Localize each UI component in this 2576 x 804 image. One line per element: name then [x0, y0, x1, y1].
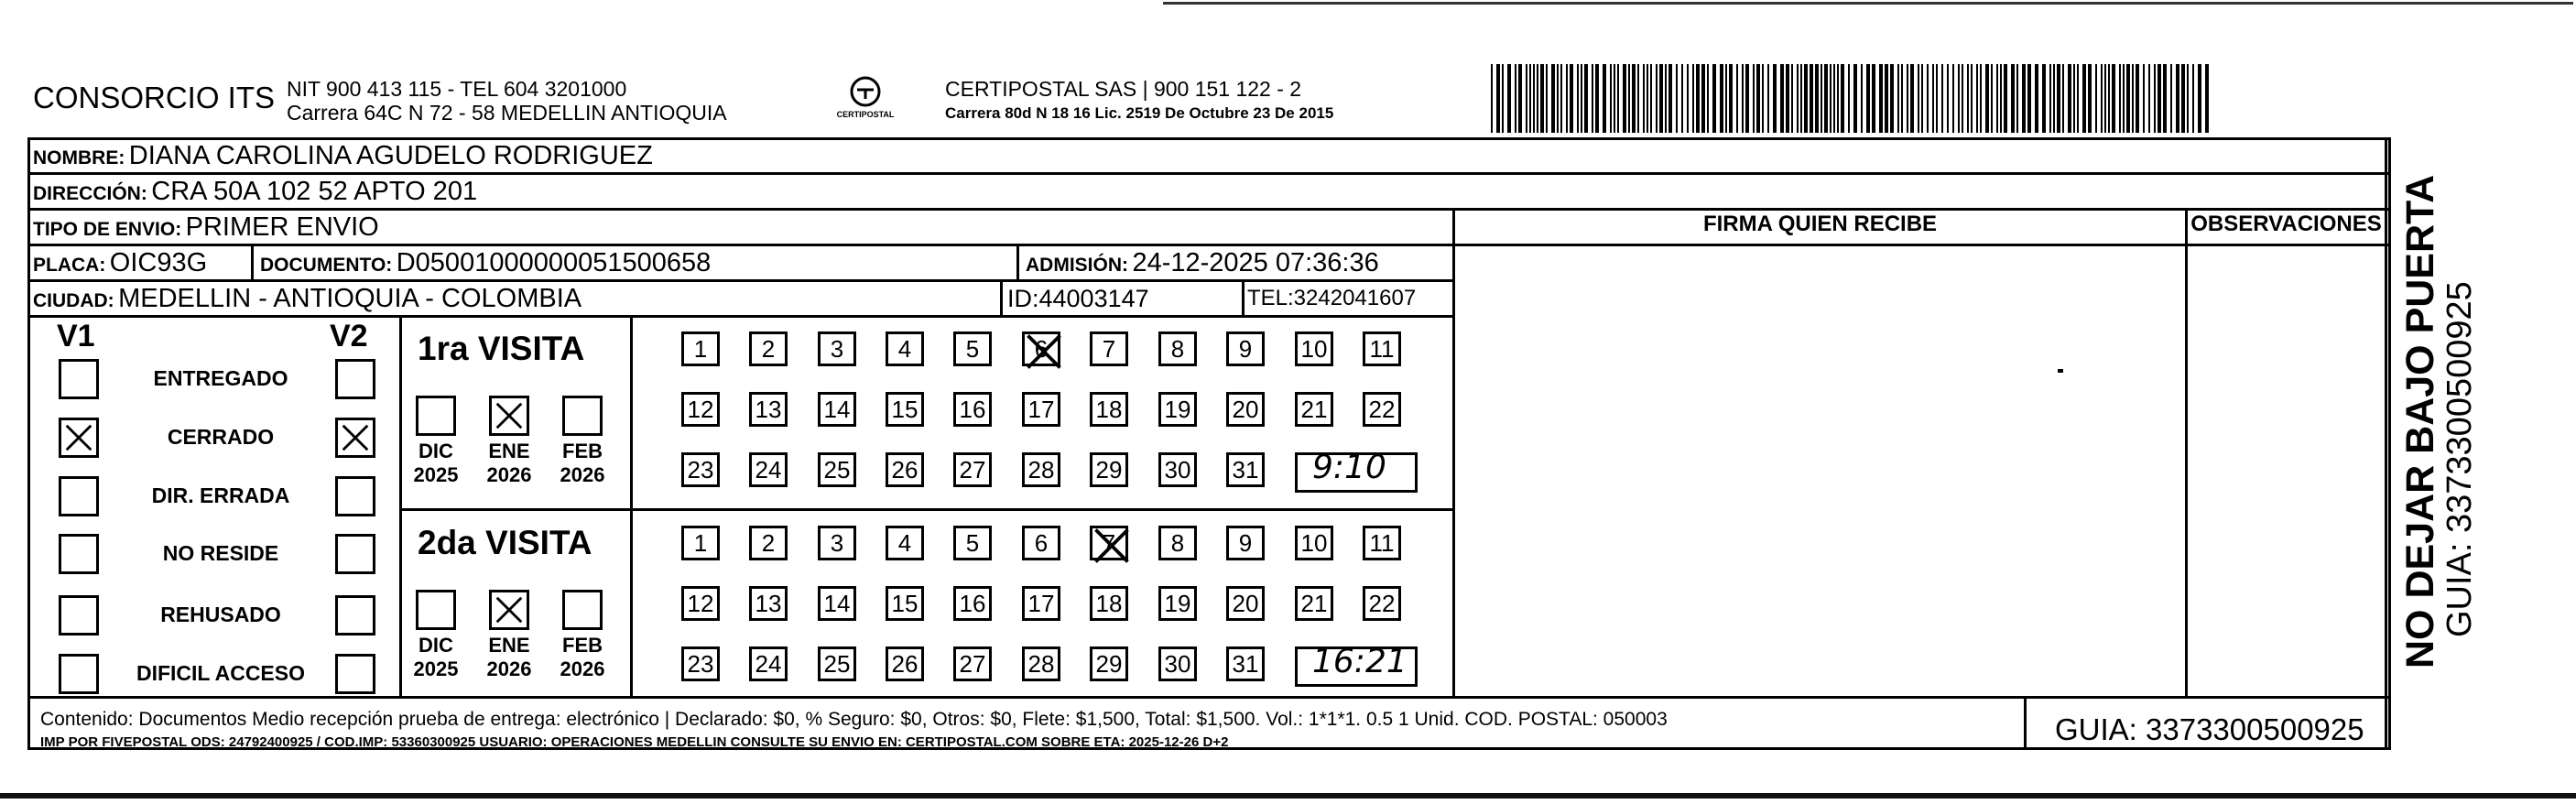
day-box[interactable]: 28 — [1022, 452, 1060, 487]
barcode-bar — [1566, 64, 1568, 133]
barcode-bar — [1821, 64, 1822, 133]
admision-value: 24-12-2025 07:36:36 — [1132, 248, 1379, 277]
direccion-value: CRA 50A 102 52 APTO 201 — [151, 177, 478, 206]
day-box[interactable]: 12 — [681, 586, 720, 621]
visit-month-label — [404, 634, 468, 681]
barcode-bar — [2042, 64, 2046, 133]
firma-header: FIRMA QUIEN RECIBE — [1702, 212, 1938, 236]
barcode-bar — [1962, 64, 1963, 133]
day-box[interactable]: 14 — [818, 392, 856, 427]
day-box[interactable]: 13 — [749, 586, 788, 621]
day-box[interactable]: 26 — [886, 452, 924, 487]
day-box[interactable]: 19 — [1158, 392, 1197, 427]
barcode-bar — [2198, 64, 2201, 133]
barcode-bar — [1861, 64, 1863, 133]
visit-time: 16:21 — [1312, 643, 1408, 680]
day-box[interactable]: 9 — [1226, 526, 1265, 560]
day-box[interactable]: 16 — [953, 392, 992, 427]
day-box[interactable]: 4 — [886, 331, 924, 366]
barcode-bar — [1584, 64, 1588, 133]
v1-checkbox-4[interactable] — [59, 595, 99, 636]
day-box[interactable]: 7 — [1090, 331, 1128, 366]
barcode-bar — [1736, 64, 1738, 133]
bottom-edge-line — [0, 793, 2576, 799]
barcode-bar — [1628, 64, 1630, 133]
month-name: ENE — [488, 440, 530, 462]
footer-guia: GUIA: 3373300500925 — [2055, 712, 2364, 746]
barcode-bar — [2119, 64, 2121, 133]
barcode-bar — [1797, 64, 1799, 133]
day-box[interactable]: 20 — [1226, 392, 1265, 427]
barcode-bar — [1980, 64, 1982, 133]
visit-month-checkbox[interactable] — [562, 590, 603, 630]
v2-header: V2 — [330, 319, 368, 353]
barcode-bar — [1976, 64, 1978, 133]
month-year: 2026 — [560, 657, 605, 680]
barcode-bar — [1967, 64, 1969, 133]
barcode-bar — [1753, 64, 1755, 133]
day-box[interactable]: 24 — [749, 452, 788, 487]
barcode-bar — [2136, 64, 2139, 133]
barcode-bar — [1745, 64, 1749, 133]
barcode-bar — [2035, 64, 2038, 133]
day-box[interactable]: 2 — [749, 331, 788, 366]
barcode-bar — [1897, 64, 1899, 133]
barcode-bar — [1676, 64, 1678, 133]
month-name: DIC — [418, 440, 453, 462]
barcode-bar — [1837, 64, 1839, 133]
barcode-bar — [1681, 64, 1683, 133]
visit-month-checkbox[interactable] — [562, 396, 603, 436]
day-box[interactable]: 10 — [1295, 331, 1333, 366]
barcode-bar — [1890, 64, 1894, 133]
day-box[interactable]: 5 — [953, 331, 992, 366]
status-label: DIFICIL ACCESO — [136, 661, 305, 685]
barcode-bar — [1518, 64, 1522, 133]
month-name: ENE — [488, 634, 530, 657]
month-year: 2026 — [560, 463, 605, 486]
barcode-bar — [1540, 64, 1544, 133]
documento-value: D05001000000051500658 — [396, 248, 712, 277]
barcode-bar — [1742, 64, 1744, 133]
barcode-bar — [1872, 64, 1875, 133]
barcode-bar — [1921, 64, 1923, 133]
barcode-bar — [1991, 64, 1993, 133]
barcode-bar — [1901, 64, 1903, 133]
barcode-bar — [1581, 64, 1582, 133]
day-box[interactable]: 10 — [1295, 526, 1333, 560]
ciudad-value: MEDELLIN - ANTIOQUIA - COLOMBIA — [118, 284, 582, 313]
visit-month-checkbox[interactable] — [489, 396, 529, 436]
barcode-bar — [1833, 64, 1835, 133]
barcode-bar — [1985, 64, 1989, 133]
barcode-bar — [1603, 64, 1606, 133]
day-box[interactable]: 27 — [953, 646, 992, 681]
barcode-bar — [1692, 64, 1694, 133]
day-box[interactable]: 27 — [953, 452, 992, 487]
day-box[interactable]: 7 — [1090, 526, 1128, 560]
barcode-bar — [2101, 64, 2103, 133]
day-box[interactable]: 25 — [818, 646, 856, 681]
visit-title: 2da VISITA — [418, 524, 592, 561]
barcode-bar — [1841, 64, 1844, 133]
barcode-bar — [1800, 64, 1802, 133]
barcode-bar — [1773, 64, 1777, 133]
barcode-bar — [1918, 64, 1919, 133]
tipo-envio-row — [33, 210, 379, 244]
day-box[interactable]: 8 — [1158, 331, 1197, 366]
status-label: DIR. ERRADA — [151, 483, 290, 507]
barcode-bar — [1936, 64, 1938, 133]
barcode-bar — [2073, 64, 2075, 133]
side-guia: GUIA: 3373300500925 — [2440, 281, 2479, 637]
day-box[interactable]: 6 — [1022, 331, 1060, 366]
day-box[interactable]: 18 — [1090, 392, 1128, 427]
stray-mark — [2058, 369, 2063, 373]
barcode-bar — [1577, 64, 1579, 133]
barcode-bar — [1592, 64, 1593, 133]
month-name: FEB — [562, 440, 603, 462]
barcode-bar — [1947, 64, 1949, 133]
month-year: 2025 — [413, 657, 459, 680]
tipo-envio-label: TIPO DE ENVIO: — [33, 219, 182, 240]
barcode-bar — [2016, 64, 2018, 133]
v1-checkbox-3[interactable] — [59, 534, 99, 574]
barcode-bar — [2132, 64, 2134, 133]
visit-month-label — [550, 634, 614, 681]
v1-checkbox-0[interactable] — [59, 359, 99, 399]
barcode-bar — [1546, 64, 1548, 133]
tel-value: TEL:3242041607 — [1247, 286, 1417, 310]
barcode-bar — [1659, 64, 1663, 133]
day-box[interactable]: 17 — [1022, 392, 1060, 427]
day-box[interactable]: 24 — [749, 646, 788, 681]
day-box[interactable]: 1 — [681, 526, 720, 560]
day-box[interactable]: 23 — [681, 452, 720, 487]
day-box[interactable]: 29 — [1090, 646, 1128, 681]
barcode-bar — [2004, 64, 2007, 133]
barcode-bar — [2126, 64, 2130, 133]
barcode-bar — [1551, 64, 1555, 133]
day-box[interactable]: 11 — [1363, 331, 1401, 366]
status-label: CERRADO — [167, 425, 275, 449]
placa-label: PLACA: — [33, 255, 106, 276]
barcode-bar — [1647, 64, 1648, 133]
admision-field — [1026, 245, 1379, 280]
barcode-bar — [1557, 64, 1559, 133]
v1-header: V1 — [57, 319, 95, 353]
ciudad-label: CIUDAD: — [33, 290, 114, 311]
day-box[interactable]: 20 — [1226, 586, 1265, 621]
barcode-bar — [1885, 64, 1888, 133]
barcode-bar — [1910, 64, 1914, 133]
day-box[interactable]: 3 — [818, 526, 856, 560]
barcode-bar — [1756, 64, 1760, 133]
month-year: 2025 — [413, 463, 459, 486]
barcode-bar — [1526, 64, 1527, 133]
status-label: REHUSADO — [160, 603, 281, 626]
day-box[interactable]: 16 — [953, 586, 992, 621]
barcode-bar — [1725, 64, 1727, 133]
barcode-bar — [1971, 64, 1973, 133]
barcode-bar — [1767, 64, 1769, 133]
v2-checkbox-4[interactable] — [335, 595, 375, 636]
day-box[interactable]: 15 — [886, 392, 924, 427]
visit-month-label — [550, 440, 614, 487]
barcode-bar — [1665, 64, 1667, 133]
barcode-bar — [1729, 64, 1733, 133]
day-box[interactable]: 4 — [886, 526, 924, 560]
v1-checkbox-1[interactable] — [59, 418, 99, 458]
visit-month-label — [477, 634, 541, 681]
day-box[interactable]: 6 — [1022, 526, 1060, 560]
documento-label: DOCUMENTO: — [260, 255, 393, 276]
day-box[interactable]: 19 — [1158, 586, 1197, 621]
month-name: DIC — [418, 634, 453, 657]
barcode-bar — [1810, 64, 1813, 133]
v2-checkbox-2[interactable] — [335, 476, 375, 516]
barcode-bar — [2187, 64, 2189, 133]
day-box[interactable]: 17 — [1022, 586, 1060, 621]
side-no-dejar: NO DEJAR BAJO PUERTA — [2398, 174, 2442, 668]
day-box[interactable]: 23 — [681, 646, 720, 681]
barcode-bar — [2088, 64, 2092, 133]
barcode-bar — [1515, 64, 1516, 133]
barcode-bar — [1623, 64, 1626, 133]
barcode-bar — [2011, 64, 2015, 133]
barcode-bar — [1853, 64, 1857, 133]
direccion-label: DIRECCIÓN: — [33, 183, 147, 204]
barcode-bar — [1720, 64, 1723, 133]
visit-month-checkbox[interactable] — [416, 396, 456, 436]
barcode-bar — [1824, 64, 1828, 133]
month-year: 2026 — [486, 463, 532, 486]
barcode-bar — [1848, 64, 1850, 133]
day-box[interactable]: 3 — [818, 331, 856, 366]
barcode-bar — [1907, 64, 1908, 133]
placa-field — [33, 245, 207, 280]
day-box[interactable]: 15 — [886, 586, 924, 621]
barcode-bar — [1570, 64, 1573, 133]
barcode-bar — [2112, 64, 2115, 133]
barcode-bar — [1791, 64, 1793, 133]
barcode-bar — [2108, 64, 2110, 133]
v2-checkbox-5[interactable] — [335, 654, 375, 694]
barcode-bar — [1786, 64, 1789, 133]
barcode-bar — [2205, 64, 2209, 133]
barcode-bar — [1656, 64, 1658, 133]
barcode-bar — [1707, 64, 1709, 133]
barcode-bar — [1952, 64, 1954, 133]
barcode-bar — [2148, 64, 2150, 133]
barcode-bar — [1696, 64, 1700, 133]
barcode-bar — [1780, 64, 1784, 133]
day-box[interactable]: 21 — [1295, 392, 1333, 427]
visit-month-checkbox[interactable] — [416, 590, 456, 630]
day-box[interactable]: 29 — [1090, 452, 1128, 487]
day-box[interactable]: 9 — [1226, 331, 1265, 366]
barcode-bar — [1687, 64, 1689, 133]
barcode-bar — [2057, 64, 2060, 133]
v2-checkbox-0[interactable] — [335, 359, 375, 399]
barcode-bar — [2181, 64, 2185, 133]
barcode-bar — [1610, 64, 1612, 133]
barcode-bar — [1866, 64, 1870, 133]
visit-month-label — [404, 440, 468, 487]
company-address: Carrera 64C N 72 - 58 MEDELLIN ANTIOQUIA — [287, 101, 727, 125]
barcode-bar — [2170, 64, 2172, 133]
barcode-bar — [1502, 64, 1504, 133]
id-value: ID:44003147 — [1007, 285, 1149, 312]
day-box[interactable]: 5 — [953, 526, 992, 560]
visit-time-box[interactable] — [1295, 449, 1418, 493]
ciudad-field — [33, 281, 582, 316]
day-box[interactable]: 28 — [1022, 646, 1060, 681]
barcode-bar — [2082, 64, 2086, 133]
day-box[interactable]: 14 — [818, 586, 856, 621]
barcode-bar — [1560, 64, 1562, 133]
visit-time-box[interactable] — [1295, 643, 1418, 687]
day-box[interactable]: 13 — [749, 392, 788, 427]
day-box[interactable]: 31 — [1226, 646, 1265, 681]
barcode-bar — [2095, 64, 2097, 133]
day-box[interactable]: 11 — [1363, 526, 1401, 560]
visit-title: 1ra VISITA — [418, 330, 585, 367]
day-box[interactable]: 2 — [749, 526, 788, 560]
day-box[interactable]: 22 — [1363, 392, 1401, 427]
day-box[interactable]: 12 — [681, 392, 720, 427]
v1-checkbox-5[interactable] — [59, 654, 99, 694]
barcode-bar — [2123, 64, 2125, 133]
barcode-bar — [1712, 64, 1716, 133]
status-label: ENTREGADO — [153, 366, 288, 390]
barcode-bar — [2163, 64, 2167, 133]
barcode-bar — [2154, 64, 2156, 133]
status-label: NO RESIDE — [162, 541, 279, 565]
company-nit: NIT 900 413 115 - TEL 604 3201000 — [287, 77, 627, 101]
day-box[interactable]: 21 — [1295, 586, 1333, 621]
barcode-bar — [2068, 64, 2071, 133]
v1-checkbox-2[interactable] — [59, 476, 99, 516]
day-box[interactable]: 8 — [1158, 526, 1197, 560]
barcode-bar — [1533, 64, 1535, 133]
barcode-bar — [1927, 64, 1929, 133]
barcode-bar — [2000, 64, 2002, 133]
footer-impresion: IMP POR FIVEPOSTAL ODS: 24792400925 / COD.IMP: 53360300925 USUARIO: OPERACIONES MEDELLIN CONSULTE SU ENVIO EN: CERTIPOSTAL.COM SOBRE ETA: 2025-12-26 D+2 — [40, 734, 1229, 750]
visit-month-label — [477, 440, 541, 487]
barcode-bar — [1804, 64, 1808, 133]
barcode-bar — [1491, 64, 1493, 133]
barcode-bar — [1632, 64, 1636, 133]
day-box[interactable]: 31 — [1226, 452, 1265, 487]
barcode-bar — [1650, 64, 1652, 133]
month-name: FEB — [562, 634, 603, 657]
month-year: 2026 — [486, 657, 532, 680]
company-name: CONSORCIO ITS — [33, 81, 276, 114]
nombre-row — [33, 138, 653, 173]
barcode-bar — [1996, 64, 1998, 133]
certipostal-logo-icon — [824, 71, 907, 126]
carrier-name: CERTIPOSTAL SAS | 900 151 122 - 2 — [945, 77, 1302, 101]
barcode-bar — [1595, 64, 1599, 133]
carrier-address: Carrera 80d N 18 16 Lic. 2519 De Octubre 23 De 2015 — [945, 104, 1334, 122]
barcode-bar — [2077, 64, 2079, 133]
direccion-row — [33, 174, 477, 209]
top-edge-line — [1163, 2, 2573, 5]
day-box[interactable]: 30 — [1158, 452, 1197, 487]
barcode-bar — [1762, 64, 1764, 133]
barcode-bar — [1830, 64, 1831, 133]
nombre-label: NOMBRE: — [33, 147, 125, 168]
logo-caption: CERTIPOSTAL — [836, 110, 895, 119]
placa-value: OIC93G — [109, 248, 208, 277]
barcode-bar — [1932, 64, 1934, 133]
barcode-bar — [2158, 64, 2161, 133]
barcode-bar — [1637, 64, 1639, 133]
barcode-bar — [2192, 64, 2194, 133]
documento-field — [260, 245, 711, 280]
barcode — [1491, 64, 2214, 133]
barcode-bar — [2143, 64, 2145, 133]
side-warning — [2399, 156, 2478, 668]
barcode-bar — [1941, 64, 1943, 133]
footer-contenido: Contenido: Documentos Medio recepción prueba de entrega: electrónico | Declarado: $0, % Seguro: $0, Otros: $0, Flete: $1,500, Total: $1,500. Vol.: 1*1*1. 0.5 1 Unid. COD. POSTAL: 050003 — [40, 709, 1668, 730]
barcode-bar — [1815, 64, 1819, 133]
observaciones-header: OBSERVACIONES — [2190, 212, 2382, 236]
v2-checkbox-3[interactable] — [335, 534, 375, 574]
day-box[interactable]: 1 — [681, 331, 720, 366]
barcode-bar — [2049, 64, 2051, 133]
barcode-bar — [1529, 64, 1531, 133]
barcode-bar — [2104, 64, 2106, 133]
barcode-bar — [1507, 64, 1511, 133]
barcode-bar — [1496, 64, 1500, 133]
visit-month-checkbox[interactable] — [489, 590, 529, 630]
tipo-envio-value: PRIMER ENVIO — [185, 212, 379, 242]
day-box[interactable]: 22 — [1363, 586, 1401, 621]
nombre-value: DIANA CAROLINA AGUDELO RODRIGUEZ — [128, 141, 653, 170]
admision-label: ADMISIÓN: — [1026, 255, 1128, 276]
day-box[interactable]: 18 — [1090, 586, 1128, 621]
barcode-bar — [1879, 64, 1883, 133]
barcode-bar — [2062, 64, 2064, 133]
barcode-bar — [1617, 64, 1619, 133]
barcode-bar — [1958, 64, 1960, 133]
barcode-bar — [2053, 64, 2055, 133]
barcode-bar — [1537, 64, 1538, 133]
visit-time: 9:10 — [1312, 449, 1386, 486]
barcode-bar — [2022, 64, 2026, 133]
barcode-bar — [1614, 64, 1615, 133]
day-box[interactable]: 30 — [1158, 646, 1197, 681]
barcode-bar — [2027, 64, 2031, 133]
day-box[interactable]: 25 — [818, 452, 856, 487]
barcode-bar — [2176, 64, 2179, 133]
barcode-bar — [1643, 64, 1645, 133]
barcode-bar — [1668, 64, 1672, 133]
barcode-bar — [1701, 64, 1705, 133]
v2-checkbox-1[interactable] — [335, 418, 375, 458]
day-box[interactable]: 26 — [886, 646, 924, 681]
